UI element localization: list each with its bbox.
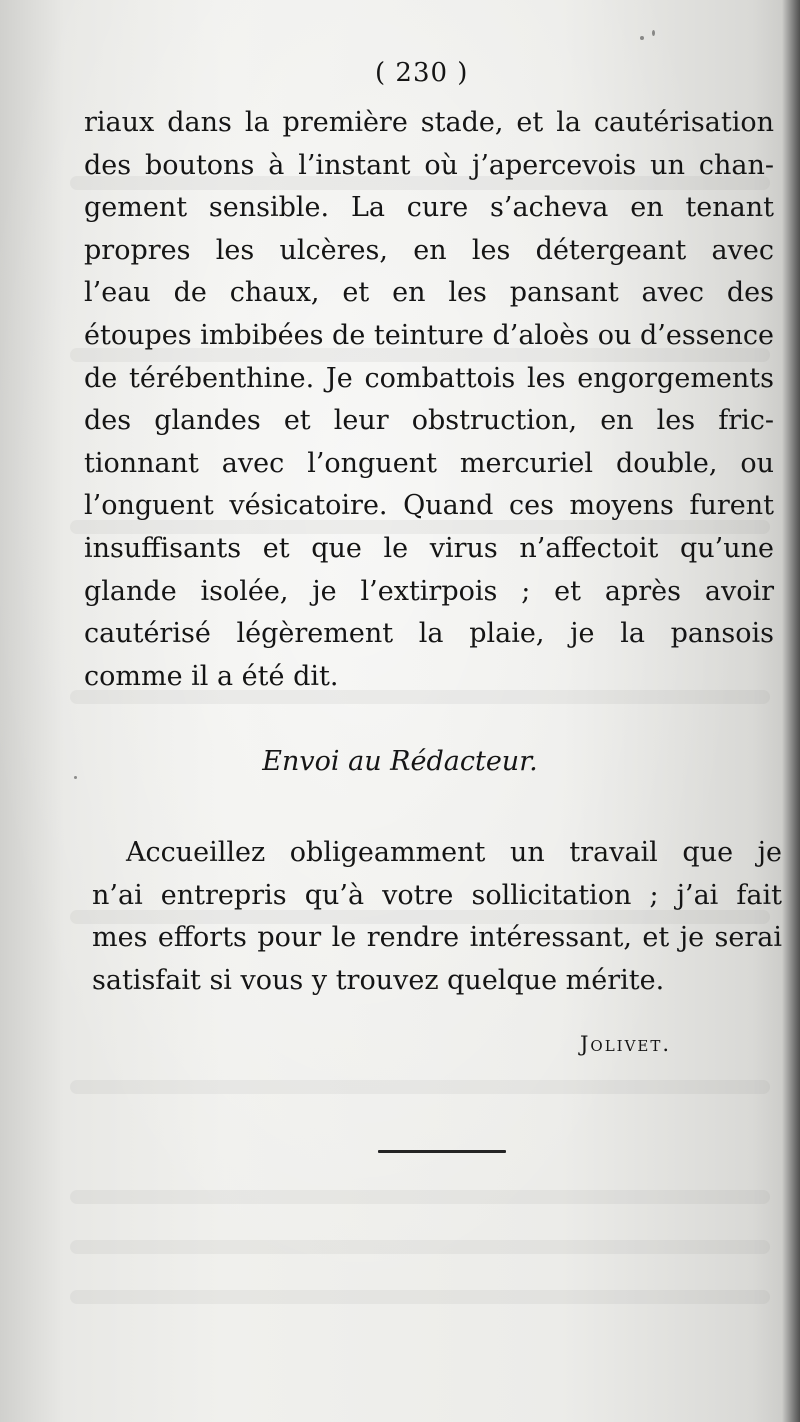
paragraph-line: l’eau de chaux, et en les pansant avec des bbox=[84, 277, 774, 309]
paragraph-line: l’onguent vésicatoire. Quand ces moyens furent bbox=[84, 490, 774, 522]
envoi-line: satisfait si vous y trouvez quelque mérite. bbox=[92, 964, 665, 996]
envoi-paragraph bbox=[92, 832, 782, 1002]
show-through-mark bbox=[70, 1290, 770, 1304]
author-signature: Jolivet. bbox=[580, 1032, 672, 1056]
body-paragraph bbox=[84, 102, 774, 698]
paragraph-line: glande isolée, je l’extirpois ; et après avoir bbox=[84, 575, 774, 607]
paper-speck bbox=[652, 30, 655, 36]
envoi-line: Accueillez obligeamment un travail que je bbox=[126, 837, 782, 868]
paragraph-line: cautérisé légèrement la plaie, je la pansois bbox=[84, 618, 774, 650]
page-spine-shadow bbox=[782, 0, 800, 1422]
paragraph-line: tionnant avec l’onguent mercuriel double, ou bbox=[84, 447, 774, 479]
paragraph-line: propres les ulcères, en les détergeant avec bbox=[84, 234, 774, 266]
show-through-mark bbox=[70, 1190, 770, 1204]
page-number: ( 230 ) bbox=[375, 58, 469, 88]
paragraph-line: étoupes imbibées de teinture d’aloès ou d’essence bbox=[84, 319, 774, 351]
paragraph-line: des boutons à l’instant où j’apercevois un chan- bbox=[84, 149, 774, 181]
paragraph-line: de térébenthine. Je combattois les engorgements bbox=[84, 362, 774, 394]
show-through-mark bbox=[70, 1240, 770, 1254]
paragraph-line: des glandes et leur obstruction, en les fric- bbox=[84, 405, 774, 437]
closing-rule bbox=[378, 1150, 506, 1153]
paragraph-line: insuffisants et que le virus n’affectoit qu’une bbox=[84, 532, 774, 564]
envoi-line: mes efforts pour le rendre intéressant, et je serai bbox=[92, 922, 782, 954]
paragraph-line: riaux dans la première stade, et la cautérisation bbox=[84, 107, 774, 138]
section-title: Envoi au Rédacteur. bbox=[262, 746, 538, 777]
show-through-mark bbox=[70, 1080, 770, 1094]
paragraph-line: comme il a été dit. bbox=[84, 660, 339, 692]
paragraph-line: gement sensible. La cure s’acheva en tenant bbox=[84, 192, 774, 224]
paper-speck bbox=[640, 36, 644, 40]
envoi-line: n’ai entrepris qu’à votre sollicitation ; j’ai fait bbox=[92, 879, 782, 911]
